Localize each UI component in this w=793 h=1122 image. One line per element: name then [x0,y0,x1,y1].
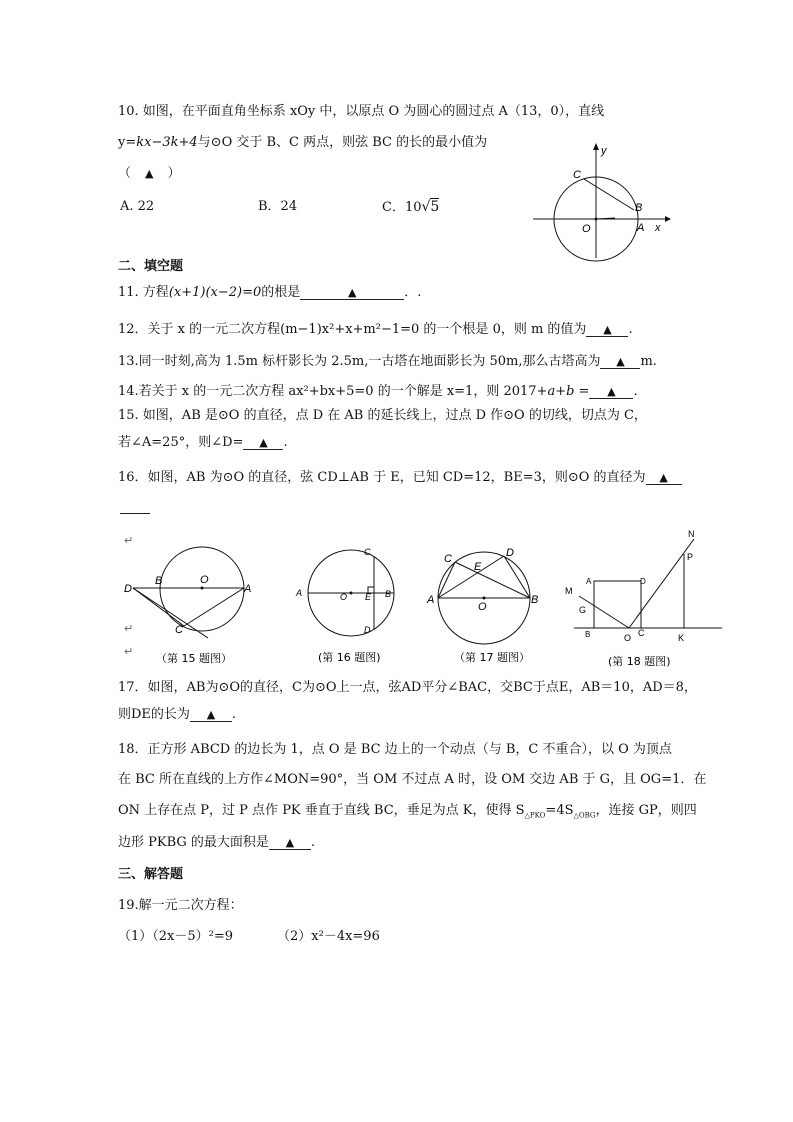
fig18-caption: (第 18 题图) [608,655,671,668]
fig18-label-c: C [638,628,645,638]
fig15-label-c: C [175,624,183,636]
fig17-center-dot [483,597,486,600]
fig18-label-m: M [565,586,573,596]
q11-prefix: 11. 方程 [118,285,169,300]
fig16-label-o: O [340,592,348,602]
q18-line3-c: ，连接 GP，则四 [595,803,697,818]
q18-line3-a: ON 上存在点 P，过 P 点作 PK 垂直于直线 BC，垂足为点 K，使得 S [118,803,525,818]
q14-text: 14.若关于 x 的一元二次方程 ax²+bx+5=0 的一个解是 x=1，则 2017+ [118,384,548,399]
q10-answer-paren [118,165,181,183]
fig17-label-e: E [474,561,482,573]
q16 [118,469,682,487]
q18-line2: 在 BC 所在直线的上方作∠MON=90°，当 OM 不过点 A 时，设 OM 交边 AB 于 G，且 OG=1．在 [118,772,707,787]
q10-label-x: x [655,222,661,234]
q15-line1: 15. 如图，AB 是⊙O 的直径，点 D 在 AB 的延长线上，过点 D 作⊙O 的切线，切点为 C， [118,408,647,423]
section-fill-blank-title: 二、填空题 [118,259,184,274]
fig16-center-dot [350,592,353,595]
q19-title: 19.解一元二次方程： [118,898,243,913]
q13-text: 13.同一时刻,高为 1.5m 标杆影长为 2.5m,一古塔在地面影长为 50m,那么古塔高为 [118,354,601,369]
q12-text: 12．关于 x 的一元二次方程(m−1)x²+x+m²−1=0 的一个根是 0，则 m 的值为 [118,322,587,337]
fig18-label-a: A [586,577,592,586]
q10-label-a: A [637,222,645,234]
fig18-label-k: K [678,633,685,643]
q19-part1: （1）（2x－5）²=9 [118,929,234,944]
q18-text: 边形 PKBG 的最大面积是 [118,835,269,850]
q18-answer-blank[interactable] [269,834,311,850]
q10-label-o: O [582,223,591,235]
fig16-label-d: D [364,625,371,635]
fig15-label-b: B [155,575,163,587]
q15-blank-mark: ▲ [259,436,268,449]
q15-text: 若∠A=25°，则∠D= [118,435,244,450]
q10-blank-mark: ▲ [145,167,154,180]
q13-answer-blank[interactable] [600,353,640,369]
q10-paren-close: ） [167,166,181,181]
q11-blank-mark: ▲ [348,286,357,299]
q14 [118,383,638,401]
q16-blank-continuation [120,513,150,514]
q10-origin-dot [595,218,598,221]
q18-line1: 18．正方形 ABCD 的边长为 1，点 O 是 BC 边上的一个动点（与 B，C 不重合），以 O 为顶点 [118,742,672,757]
q17-text: 则DE的长为 [118,707,190,722]
q18-end: . [310,835,316,850]
y-axis-arrow-icon [593,143,599,150]
q10-line2-prefix: y= [118,135,137,150]
q10-chord-bc [584,179,634,210]
q11-expr: (x+1)(x−2)=0 [168,285,262,300]
para-mark: ↵ [124,645,134,658]
section-solve-title: 三、解答题 [118,867,184,882]
fig17 [420,540,550,670]
fig18-label-n: N [688,529,695,539]
q17-answer-blank[interactable] [190,706,232,722]
fig17-label-d: D [506,547,514,559]
q11-end: ．. [404,285,422,300]
q10-option-c-label: C．10 [382,200,422,215]
fig16-label-b: B [385,589,392,599]
q10-option-a: A. 22 [120,199,155,214]
q10-option-c [382,198,439,217]
q11 [118,284,421,302]
fig18-label-o: O [624,633,632,643]
fig15-chord-ac [184,588,244,626]
fig15-label-a: A [244,583,252,595]
q10-option-c-radicand: 5 [430,199,440,215]
q10-option-b: B．24 [258,199,298,214]
fig15-label-o: O [200,574,209,586]
q16-blank-mark: ▲ [659,471,668,484]
fig17-caption: （第 17 题图） [454,651,530,664]
q15-end: . [283,435,288,450]
q10-expr: kx−3k+4 [136,135,198,150]
q16-answer-blank[interactable] [646,469,682,485]
q13-blank-mark: ▲ [616,355,625,368]
q17-blank-mark: ▲ [206,708,216,721]
fig18-label-g: G [579,605,587,615]
fig18-label-d: D [640,577,646,586]
fig15 [118,540,268,670]
fig15-caption: （第 15 题图） [156,652,232,665]
q10-paren-open: （ [118,166,132,181]
fig17-label-a: A [427,594,435,606]
fig17-label-o: O [478,601,487,613]
q10-line1: 10. 如图，在平面直角坐标系 xOy 中，以原点 O 为圆心的圆过点 A（13，0），直线 [118,104,605,119]
q14-answer-blank[interactable] [589,383,633,399]
q17-end: . [231,707,237,722]
q14-blank-mark: ▲ [607,385,616,398]
fig18-ray-om [579,596,629,628]
q10-line2-suffix: 与⊙O 交于 B、C 两点，则弦 BC 的长的最小值为 [197,135,488,150]
q12-answer-blank[interactable] [586,321,628,337]
x-axis-arrow-icon [665,216,671,222]
q14-expr: a+b [547,384,575,399]
q18-subscript-obg: △OBG [573,811,596,820]
q11-answer-blank[interactable] [300,284,404,300]
q17-line1: 17．如图，AB为⊙O的直径，C为⊙O上一点，弦AD平分∠BAC，交BC于点E，AB＝10，AD＝8， [118,680,697,695]
q13-end: m. [640,354,657,369]
q10-figure [525,138,675,268]
fig18-label-p: P [687,552,694,562]
fig18 [560,528,730,673]
q10-label-b: B [635,202,643,214]
q10-label-y: y [601,145,607,157]
q12-blank-mark: ▲ [603,323,612,336]
q14-eq: = [574,384,590,399]
q10-line2 [118,134,487,152]
fig15-center-dot [201,587,204,590]
fig17-label-b: B [531,594,539,606]
fig16-caption: (第 16 题图) [318,651,381,664]
fig15-label-d: D [124,583,132,595]
fig16-label-c: C [364,547,371,557]
q15-line2 [118,434,288,452]
q11-suffix: 的根是 [261,285,301,300]
para-mark: ↵ [124,534,134,547]
q17-line2 [118,706,236,724]
q15-answer-blank[interactable] [243,434,283,450]
fig17-label-c: C [444,553,452,565]
fig16-label-a: A [296,588,303,598]
q19-part2: （2）x²－4x=96 [277,929,380,944]
fig15-extension [133,588,208,638]
q18-blank-mark: ▲ [285,836,295,849]
q18-line3 [118,802,697,825]
q12 [118,321,633,339]
q10-label-c: C [573,169,581,181]
fig16-label-e: E [365,592,372,602]
sqrt-icon: √ [421,199,431,215]
para-mark: ↵ [124,622,134,635]
q14-end: . [633,384,638,399]
q18-subscript-pko: △PKO [524,811,546,820]
q12-end: . [628,322,633,337]
q13 [118,353,657,371]
q16-text: 16．如图，AB 为⊙O 的直径，弦 CD⊥AB 于 E，已知 CD=12，BE=3，则⊙O 的直径为 [118,470,646,485]
q18-line4 [118,834,315,852]
fig16 [290,540,420,670]
fig18-label-b: B [585,630,591,639]
q18-line3-b: =4S [545,803,574,818]
